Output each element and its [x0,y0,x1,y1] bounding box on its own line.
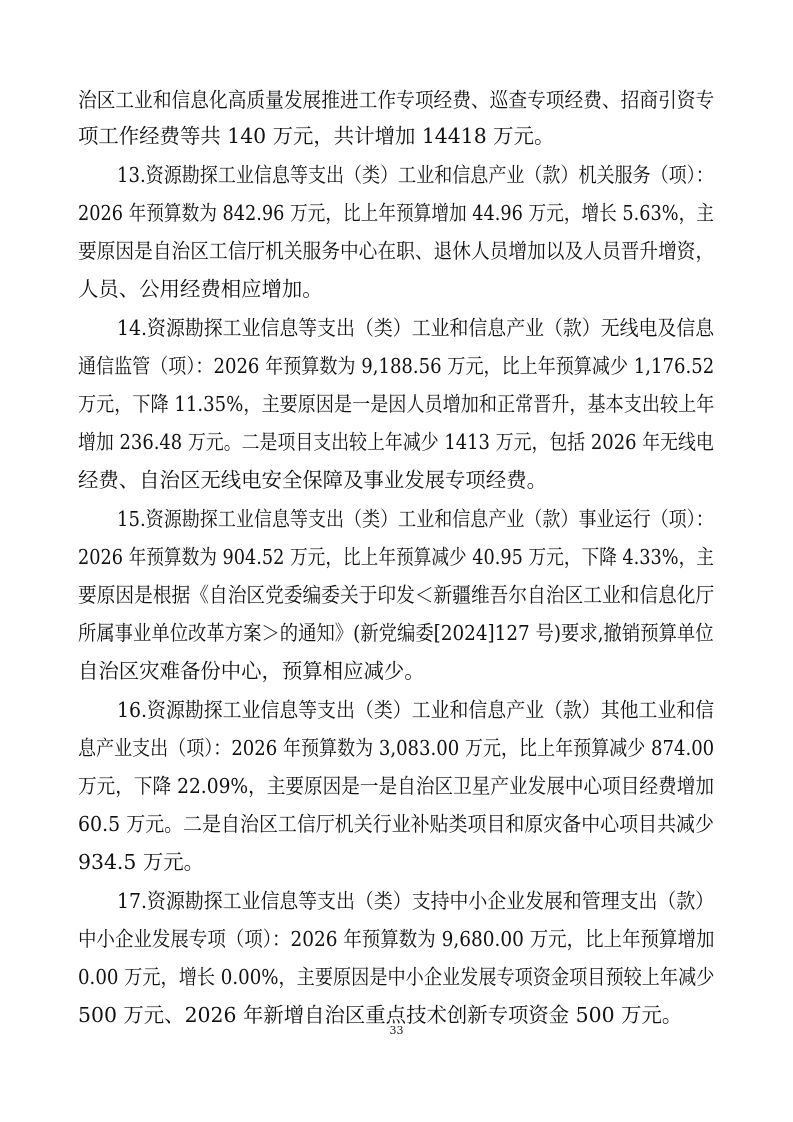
p15-line-5: 自治区灾难备份中心，预算相应减少。 [78,659,425,683]
p13-line-4: 人员、公用经费相应增加。 [78,277,323,301]
p16-line-1: 16.资源勘探工业信息等支出（类）工业和信息产业（款）其他工业和信 [117,698,715,722]
p16-line-5: 934.5 万元。 [78,850,205,874]
page-number: 33 [389,1024,404,1037]
p17-line-3: 0.00 万元，增长 0.00%，主要原因是中小企业发展专项资金项目预较上年减少 [78,965,715,989]
p17-line-2: 中小企业发展专项（项）：2026 年预算数为 9,680.00 万元，比上年预算增加 [78,927,715,951]
p15-line-1: 15.资源勘探工业信息等支出（类）工业和信息产业（款）事业运行（项）： [117,507,714,531]
p13-line-2: 2026 年预算数为 842.96 万元，比上年预算增加 44.96 万元，增长 5.63%，主 [78,201,714,225]
p17-line-1: 17.资源勘探工业信息等支出（类）支持中小企业发展和管理支出（款） [117,889,715,913]
p14-line-4: 增加 236.48 万元。二是项目支出较上年减少 1413 万元，包括 2026 年无线电 [78,430,714,454]
p15-line-3: 要原因是根据《自治区党委编委关于印发＜新疆维吾尔自治区工业和信息化厅 [78,583,715,607]
p16-line-2: 息产业支出（项）：2026 年预算数为 3,083.00 万元，比上年预算减少 874.00 [78,736,715,760]
p13-line-3: 要原因是自治区工信厅机关服务中心在职、退休人员增加以及人员晋升增资， [78,239,715,263]
p14-line-2: 通信监管（项）：2026 年预算数为 9,188.56 万元，比上年预算减少 1,176.52 [78,354,715,378]
p17-line-4: 500 万元、2026 年新增自治区重点技术创新专项资金 500 万元。 [78,1003,683,1027]
p12-line-2: 项工作经费等共 140 万元，共计增加 14418 万元。 [78,124,555,148]
p14-line-3: 万元，下降 11.35%，主要原因是一是因人员增加和正常晋升，基本支出较上年 [78,392,715,416]
p16-line-4: 60.5 万元。二是自治区工信厅机关行业补贴类项目和原灾备中心项目共减少 [78,812,714,836]
p15-line-2: 2026 年预算数为 904.52 万元，比上年预算减少 40.95 万元，下降 4.33%，主 [78,545,714,569]
p12-line-1: 治区工业和信息化高质量发展推进工作专项经费、巡查专项经费、招商引资专 [78,88,715,112]
p15-line-4: 所属事业单位改革方案＞的通知》(新党编委[2024]127 号)要求,撤销预算单位 [78,621,714,645]
p16-line-3: 万元，下降 22.09%，主要原因是一是自治区卫星产业发展中心项目经费增加 [78,774,714,798]
p14-line-5: 经费、自治区无线电安全保障及事业发展专项经费。 [78,468,547,492]
p13-line-1: 13.资源勘探工业信息等支出（类）工业和信息产业（款）机关服务（项）： [117,163,714,187]
p14-line-1: 14.资源勘探工业信息等支出（类）工业和信息产业（款）无线电及信息 [117,316,715,340]
